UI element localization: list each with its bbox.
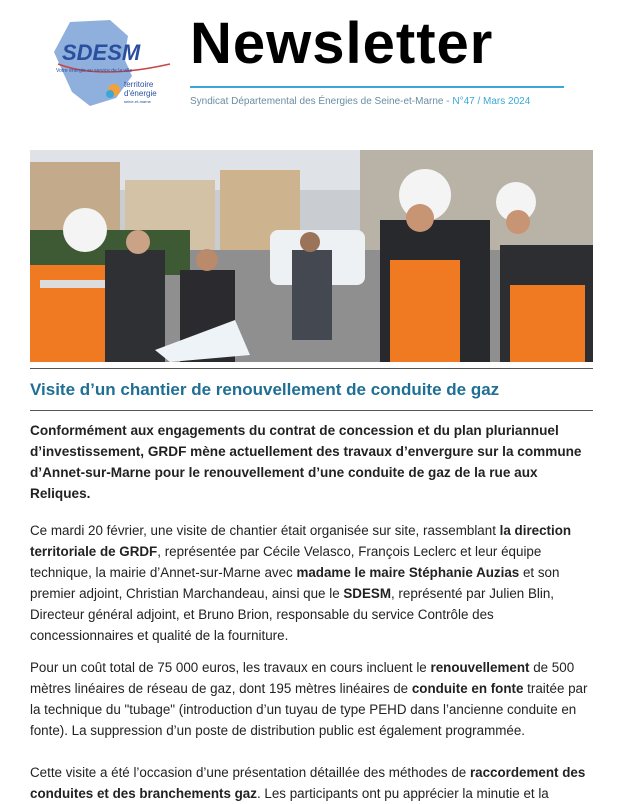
title-top-rule bbox=[30, 368, 593, 369]
text-run: de 500 mètres linéaires de réseau de gaz, dont 195 mètres linéaires de bbox=[30, 660, 575, 696]
text-run: . Les participants ont pu apprécier la minutie et la bbox=[256, 786, 549, 801]
text-run: Ce mardi 20 février, une visite de chantier était organisée sur site, rassemblant bbox=[30, 523, 500, 538]
text-run: Pour un coût total de 75 000 euros, les travaux en cours incluent le bbox=[30, 660, 431, 675]
svg-text:SDESM: SDESM bbox=[62, 40, 141, 65]
subtitle-org: Syndicat Départemental des Énergies de Seine-et-Marne - bbox=[190, 96, 453, 107]
text-run: Cette visite a été l’occasion d’une présentation détaillée des méthodes de bbox=[30, 765, 470, 780]
text-run: , représenté par Julien Blin, Directeur général adjoint, et Bruno Brion, responsable du service Contrôle des concessionnaires et qualité de la fourniture. bbox=[30, 586, 554, 643]
article-paragraph-1 bbox=[30, 520, 590, 646]
text-run: traitée par la technique du "tubage" (introduction d’un tuyau de type PEHD dans l’ancienne conduite en fonte). La suppression d’un poste de distribution public est également programmée. bbox=[30, 681, 588, 738]
article-title: Visite d’un chantier de renouvellement de conduite de gaz bbox=[30, 380, 500, 399]
text-run: raccordement des conduites et des branchements gaz bbox=[30, 765, 586, 801]
article-photo bbox=[30, 150, 593, 362]
title-bottom-rule bbox=[30, 410, 593, 411]
svg-text:seine-et-marne: seine-et-marne bbox=[124, 99, 151, 104]
article-lead: Conformément aux engagements du contrat de concession et du plan pluriannuel d’investissement, GRDF mène actuellement des travaux d’envergure sur la commune d’Annet-sur-Marne pour le renouvellement d’une conduite de gaz de la rue aux Reliques. bbox=[30, 423, 582, 501]
newsletter-title: Newsletter bbox=[190, 11, 494, 76]
title-underline bbox=[190, 86, 564, 88]
text-run: la direction territoriale de GRDF bbox=[30, 523, 572, 559]
text-run: madame le maire Stéphanie Auzias bbox=[296, 565, 520, 580]
text-run: et son premier adjoint, Christian Marchandeau, ainsi que le bbox=[30, 565, 560, 601]
text-run: renouvellement bbox=[430, 660, 530, 675]
svg-text:d'énergie: d'énergie bbox=[124, 89, 157, 98]
svg-text:territoire: territoire bbox=[124, 80, 154, 89]
article-paragraph-3 bbox=[30, 762, 590, 804]
newsletter-subtitle bbox=[190, 96, 530, 107]
text-run: conduite en fonte bbox=[411, 681, 524, 696]
subtitle-issue: N°47 / Mars 2024 bbox=[452, 96, 531, 107]
text-run: , représentée par Cécile Velasco, François Leclerc et leur équipe technique, la mairie d’Annet-sur-Marne avec bbox=[30, 544, 542, 580]
text-run: SDESM bbox=[343, 586, 391, 601]
article-paragraph-2 bbox=[30, 657, 590, 741]
svg-text:Votre énergie au service de la: Votre énergie au service de la ville bbox=[56, 68, 133, 74]
sdesm-logo bbox=[50, 18, 175, 110]
newsletter-header bbox=[0, 0, 626, 140]
